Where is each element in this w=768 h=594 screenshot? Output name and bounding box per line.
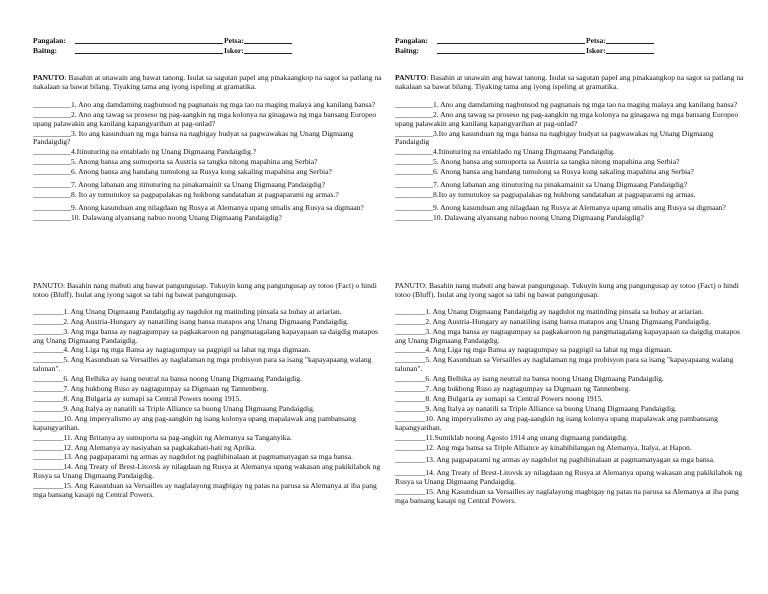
part1-questions xyxy=(395,101,747,223)
statement-item: ________3. Ang mga bansa ay nagtagumpay sa pagkakaroon ng pangmatagalang kapayapaan sa daigdig matapos ang Unang Digmaang Pandaigdig. xyxy=(33,326,378,345)
statement-item: ________7. Ang hukbong Ruso ay nagtagumpay sa Digmaan ng Tannenberg. xyxy=(33,384,269,394)
grade-row xyxy=(395,46,747,56)
question-item: __________1. Ano ang damdaming nagbunsod ng pagnanais ng mga tao na maging malaya ang kanilang bansa? xyxy=(395,99,738,109)
statement-item: ________13. Ang pagpaparami ng armas ay nagdulot ng paghihinalaan at pagmamatyagan sa mga bansa. xyxy=(33,452,353,462)
grade-field[interactable] xyxy=(75,46,223,54)
statement-item: ________1. Ang Unang Digmaang Pandaigdig ay nagdulot ng matinding pinsala sa buhay at ariarian. xyxy=(33,306,342,316)
statement-item: ________8. Ang Bulgaria ay sumapi sa Central Powers noong 1915. xyxy=(33,393,242,403)
statement-item: ________11.Sumiklab noong Agosto 1914 ang unang digmaang pandaigdig. xyxy=(395,432,628,442)
score-field[interactable] xyxy=(244,46,292,54)
part1-instruction xyxy=(33,74,385,92)
bluff-label: Bluff xyxy=(415,289,431,299)
statement-item: ________15. Ang Kasunduan sa Versailles ay naglalayong magbigay ng patas na parusa sa Alemanya at iba pang mga bansang kasapi ng Central Powers. xyxy=(33,481,377,500)
statement-item: ________3. Ang mga bansa ay nagtagumpay sa pagkakaroon ng pangmatagalang kapayapaan sa daigdig matapos ang Unang Digmaang Pandaigdig. xyxy=(395,326,740,345)
date-field[interactable] xyxy=(244,36,292,44)
question-item: __________5. Anong bansa ang sumuporta sa Austria sa tangka nitong mapahina ang Serbia? xyxy=(33,157,318,167)
instruction-text-b: ) o hindi totoo ( xyxy=(33,281,377,299)
statement-item: ________5. Ang Kasunduan sa Versailles ay naglalaman ng mga probisyon para sa isang "kapayapaang walang talunan". xyxy=(395,355,734,374)
statement-item: ________2. Ang Austria-Hungary ay nanatiling isang bansa matapos ang Unang Digmaang Pandaigdig. xyxy=(395,316,711,326)
question-item: __________2. Ano ang tawag sa proseso ng pag-aangkin ng mga kolonya na ginagawa ng mga bansang Europeo upang palawakin ang kanilang kapangyarihan at pag-unlad? xyxy=(33,109,377,128)
date-label: Petsa: xyxy=(224,36,244,45)
question-item: __________10. Dalawang alyansang nabuo noong Unang Digmaang Pandaigdig? xyxy=(395,212,644,222)
worksheet-left xyxy=(33,36,385,224)
panuto-label: PANUTO xyxy=(33,73,65,82)
statement-item: ________1. Ang Unang Digmaang Pandaigdig ay nagdulot ng matinding pinsala sa buhay at ariarian. xyxy=(395,306,704,316)
grade-field[interactable] xyxy=(437,46,585,54)
question-item: __________6. Anong bansa ang handang tumulong sa Rusya kung sakaling mapahina ang Serbia? xyxy=(33,167,332,177)
part2-items xyxy=(395,308,747,506)
statement-item: ________9. Ang Italya ay nanatili sa Triple Alliance sa buong Unang Digmaang Pandaigdig. xyxy=(33,403,315,413)
instruction-text-a: : Basahin nang mabuti ang bawat pangungusap. Tukuyin kung ang pangungusap ay totoo ( xyxy=(424,281,700,290)
panuto-label: PANUTO xyxy=(395,73,427,82)
score-label: Iskor: xyxy=(586,46,606,55)
panuto-label: PANUTO xyxy=(395,281,425,290)
bluff-label: Bluff xyxy=(53,289,69,299)
instruction-text-a: : Basahin nang mabuti ang bawat pangungusap. Tukuyin kung ang pangungusap ay totoo ( xyxy=(62,281,338,290)
question-item: __________1. Ano ang damdaming nagbunsod ng pagnanais ng mga tao na maging malaya ang kanilang bansa? xyxy=(33,99,376,109)
score-label: Iskor: xyxy=(224,46,244,55)
question-item: __________10. Dalawang alyansang nabuo noong Unang Digmaang Pandaigdig? xyxy=(33,212,282,222)
instruction-text-b: ) o hindi totoo ( xyxy=(395,281,739,299)
statement-item: ________12. Ang mga bansa sa Triple Alliance ay kinabibilangan ng Alemanya, Italya, at Hapon. xyxy=(395,442,692,452)
part1-instruction xyxy=(395,74,747,92)
worksheet-right xyxy=(395,36,747,224)
part1-questions xyxy=(33,101,385,223)
grade-row xyxy=(33,46,385,56)
part2-items xyxy=(33,308,385,500)
statement-item: ________8. Ang Bulgaria ay sumapi sa Central Powers noong 1915. xyxy=(395,393,604,403)
statement-item: ________14. Ang Treaty of Brest-Litovsk ay nilagdaan ng Rusya at Alemanya upang wakasan ang pakikilahok ng Rusya sa Unang Digmaang Pandaigdig. xyxy=(33,462,381,481)
fact-label: Fact xyxy=(338,281,352,290)
question-item: __________7. Anong labanan ang itinuturing na pinakamainit sa Unang Digmaang Pandaigdig? xyxy=(33,180,326,190)
question-item: __________9. Anong kasunduan ang nilagdaan ng Rusya at Alemanya upang umalis ang Rusya sa digmaan? xyxy=(395,202,726,212)
instruction-text: : Basahin at unawain ang bawat tanong. Isulat sa sagutan papel ang pinakaangkop na sagot sa patlang na nakalaan sa bawat bilang. Tiyaking tama ang iyong ispeling at gramatika. xyxy=(33,73,382,91)
statement-item: ________6. Ang Belhika ay isang neutral na bansa noong Unang Digmaang Pandaigdig. xyxy=(395,374,664,384)
statement-item: ________5. Ang Kasunduan sa Versailles ay naglalaman ng mga probisyon para sa isang "kapayapaang walang talunan". xyxy=(33,355,372,374)
score-field[interactable] xyxy=(606,46,654,54)
grade-label: Baitng: xyxy=(395,46,420,55)
statement-item: ________11. Ang Britanya ay sumuporta sa pag-angkin ng Alemanya sa Tanganyika. xyxy=(33,432,292,442)
part2-left xyxy=(33,282,385,501)
question-item: __________9. Anong kasunduan ang nilagdaan ng Rusya at Alemanya upang umalis ang Rusya sa digmaan? xyxy=(33,202,364,212)
question-item: __________4.Itinuturing na entablado ng Unang Digmaang Pandaigdig.? xyxy=(33,147,257,157)
name-field[interactable] xyxy=(437,36,585,44)
part2-instruction xyxy=(33,282,385,300)
statement-item: ________13. Ang pagpaparami ng armas ay nagdulot ng paghihinalaan at pagmamatyagan sa mga bansa. xyxy=(395,455,715,465)
instruction-text-c: ). Isulat ang iyong sagot sa tabi ng bawat pangungusap. xyxy=(430,289,600,299)
statement-item: ________14. Ang Treaty of Brest-Litovsk ay nilagdaan ng Rusya at Alemanya upang wakasan ang pakikilahok ng Rusya sa Unang Digmaang Pandaigdig. xyxy=(395,468,743,487)
instruction-text-c: ). Isulat ang iyong sagot sa tabi ng bawat pangungusap. xyxy=(68,289,238,299)
question-item: __________8. Ito ay tumutukoy sa pagpapalakas ng hukbong sandatahan at pagpaparami ng armas.? xyxy=(33,189,339,199)
grade-label: Baitng: xyxy=(33,46,58,55)
fact-label: Fact xyxy=(700,281,714,290)
statement-item: ________10. Ang imperyalismo ay ang pag-aangkin ng isang kolonya upang mapalawak ang pambansang kapangyarihan. xyxy=(395,413,718,432)
statement-item: ________2. Ang Austria-Hungary ay nanatiling isang bansa matapos ang Unang Digmaang Pandaigdig. xyxy=(33,316,349,326)
statement-item: ________4. Ang Liga ng mga Bansa ay nagtagumpay sa pagpigil sa lahat ng mga digmaan. xyxy=(33,345,311,355)
question-item: __________3.Ito ang kasunduan ng mga bansa na nagbigay hudyat sa pagwawakas ng Unang Digmaang Pandaigdig xyxy=(395,128,714,147)
panuto-label: PANUTO xyxy=(33,281,63,290)
statement-item: ________6. Ang Belhika ay isang neutral na bansa noong Unang Digmaang Pandaigdig. xyxy=(33,374,302,384)
statement-item: ________12. Ang Alemanya ay nasiyahan sa pagkakahati-hati ng Aprika. xyxy=(33,442,257,452)
name-row xyxy=(395,36,747,46)
question-item: __________6. Anong bansa ang handang tumulong sa Rusya kung sakaling mapahina ang Serbia? xyxy=(395,167,694,177)
name-row xyxy=(33,36,385,46)
date-label: Petsa: xyxy=(586,36,606,45)
statement-item: ________7. Ang hukbong Ruso ay nagtagumpay sa Digmaan ng Tannenberg. xyxy=(395,384,631,394)
statement-item: ________4. Ang Liga ng mga Bansa ay nagtagumpay sa pagpigil sa lahat ng mga digmaan. xyxy=(395,345,673,355)
part2-instruction xyxy=(395,282,747,300)
question-item: __________5. Anong bansa ang sumuporta sa Austria sa tangka nitong mapahina ang Serbia? xyxy=(395,157,680,167)
question-item: __________8.Ito ay tumutukoy sa pagpapalakas ng hukbong sandatahan at pagpaparami ng armas. xyxy=(395,189,696,199)
statement-item: ________10. Ang imperyalismo ay ang pag-aangkin ng isang kolonya upang mapalawak ang pambansang kapangyarihan. xyxy=(33,413,356,432)
name-field[interactable] xyxy=(75,36,223,44)
part2-right xyxy=(395,282,747,507)
name-label: Pangalan: xyxy=(395,36,428,45)
statement-item: ________9. Ang Italya ay nanatili sa Triple Alliance sa buong Unang Digmaang Pandaigdig. xyxy=(395,403,677,413)
statement-item: ________15. Ang Kasunduan sa Versailles ay naglalayong magbigay ng patas na parusa sa Alemanya at iba pang mga bansang kasapi ng Central Powers. xyxy=(395,487,739,506)
question-item: __________3. Ito ang kasunduan ng mga bansa na nagbigay hudyat sa pagwawakas ng Unang Digmaang Pandaigdig? xyxy=(33,128,354,147)
date-field[interactable] xyxy=(606,36,654,44)
instruction-text: : Basahin at unawain ang bawat tanong. Isulat sa sagutan papel ang pinakaangkop na sagot sa patlang na nakalaan sa bawat bilang. Tiyaking tama ang iyong ispeling at gramatika. xyxy=(395,73,744,91)
question-item: __________4.Itinuturing na entablado ng Unang Digmaang Pandaigdig. xyxy=(395,147,615,157)
name-label: Pangalan: xyxy=(33,36,66,45)
question-item: __________7. Anong labanan ang itinuturing na pinakamainit sa Unang Digmaang Pandaigdig? xyxy=(395,180,688,190)
question-item: __________2. Ano ang tawag sa proseso ng pag-aangkin ng mga kolonya na ginagawa ng mga bansang Europeo upang palawakin ang kanilang kapangyarihan at pag-unlad? xyxy=(395,109,739,128)
